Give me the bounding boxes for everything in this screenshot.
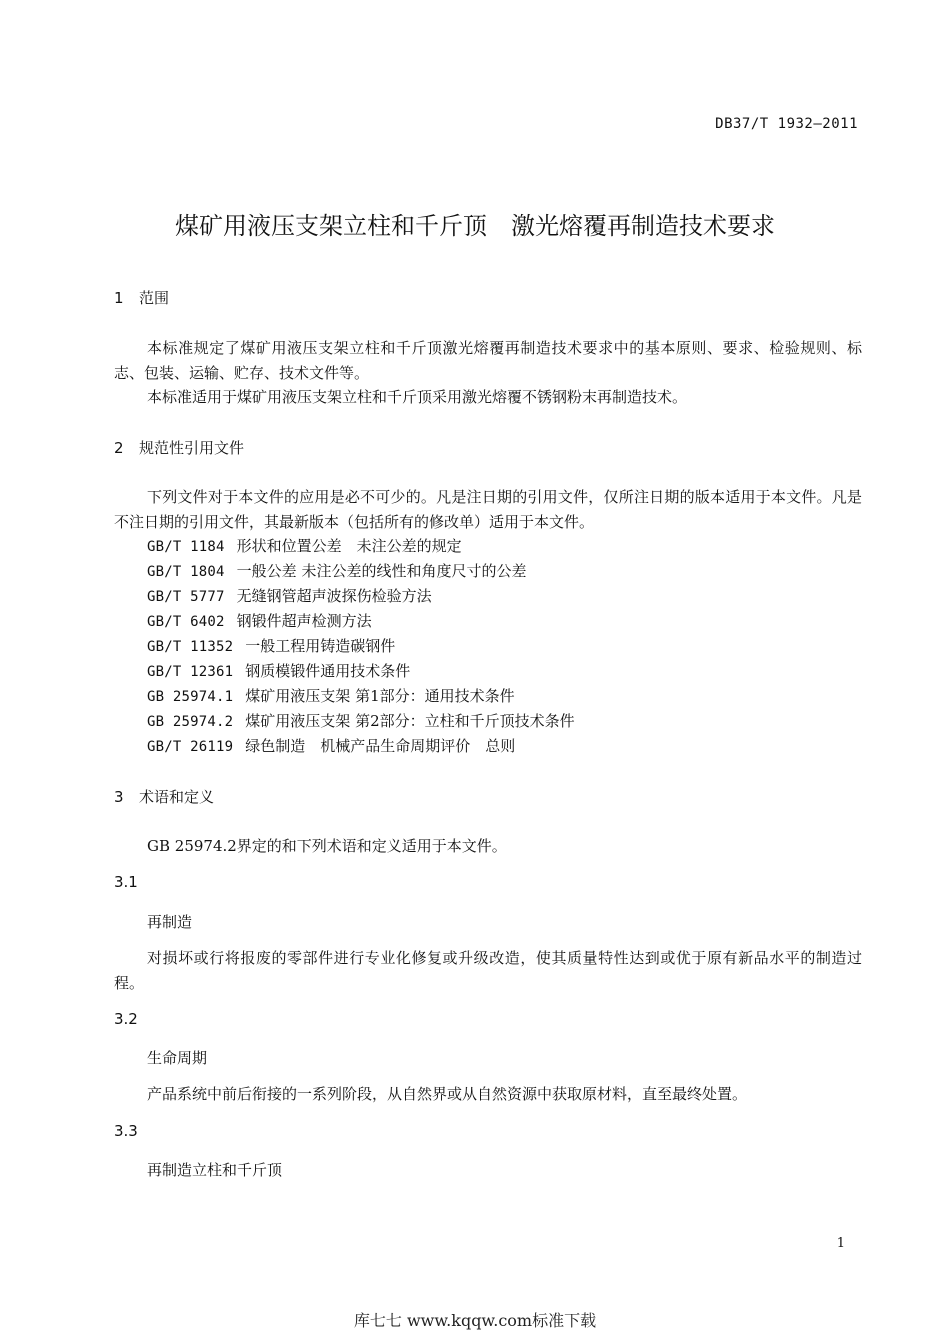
term-definition: 产品系统中前后衔接的一系列阶段，从自然界或从自然资源中获取原材料，直至最终处置。 [147, 1085, 748, 1103]
reference-code: GB 25974.1 [147, 689, 234, 705]
section-title: 范围 [139, 289, 170, 307]
section-heading-scope [114, 287, 169, 308]
reference-item [147, 634, 395, 660]
section-number: 2 [114, 439, 124, 457]
reference-code: GB/T 11352 [147, 639, 234, 655]
reference-code: GB/T 12361 [147, 664, 234, 680]
section-number: 1 [114, 289, 124, 307]
reference-title: 一般公差 未注公差的线性和角度尺寸的公差 [236, 562, 527, 580]
reference-code: GB/T 1184 [147, 539, 225, 555]
scope-paragraph-2: 本标准适用于煤矿用液压支架立柱和千斤顶采用激光熔覆不锈钢粉末再制造技术。 [147, 388, 688, 406]
clause-number: 3.1 [114, 873, 138, 891]
reference-code: GB 25974.2 [147, 714, 234, 730]
footer-watermark: 库七七 www.kqqw.com标准下载 [353, 1311, 597, 1330]
section-heading-normative-references [114, 437, 244, 458]
reference-code: GB/T 5777 [147, 589, 225, 605]
reference-title: 钢锻件超声检测方法 [236, 612, 372, 630]
section-heading-terms-definitions [114, 786, 214, 807]
section-title: 术语和定义 [139, 788, 215, 806]
reference-item [147, 709, 575, 735]
reference-title: 钢质模锻件通用技术条件 [245, 662, 411, 680]
term-definition: 对损坏或行将报废的零部件进行专业化修复或升级改造，使其质量特性达到或优于原有新品水平的制造过程。 [114, 949, 862, 992]
scope-paragraph-1: 本标准规定了煤矿用液压支架立柱和千斤顶激光熔覆再制造技术要求中的基本原则、要求、检验规则、标志、包装、运输、贮存、技术文件等。 [114, 339, 862, 382]
reference-title: 煤矿用液压支架 第1部分：通用技术条件 [245, 687, 515, 705]
reference-title: 绿色制造 机械产品生命周期评价 总则 [245, 737, 516, 755]
reference-item [147, 734, 515, 760]
reference-title: 一般工程用铸造碳钢件 [245, 637, 396, 655]
document-number: DB37/T 1932—2011 [715, 116, 858, 132]
term-name: 生命周期 [147, 1049, 208, 1067]
reference-title: 无缝钢管超声波探伤检验方法 [236, 587, 432, 605]
page-number: 1 [836, 1236, 845, 1251]
clause-number: 3.3 [114, 1122, 138, 1140]
reference-item [147, 584, 432, 610]
references-intro-paragraph: 下列文件对于本文件的应用是必不可少的。凡是注日期的引用文件，仅所注日期的版本适用于本文件。凡是不注日期的引用文件，其最新版本（包括所有的修改单）适用于本文件。 [114, 488, 862, 531]
section-number: 3 [114, 788, 124, 806]
document-title: 煤矿用液压支架立柱和千斤顶 激光熔覆再制造技术要求 [175, 212, 775, 240]
reference-code: GB/T 1804 [147, 564, 225, 580]
term-name: 再制造立柱和千斤顶 [147, 1161, 283, 1179]
reference-item [147, 534, 462, 560]
reference-item [147, 609, 372, 635]
term-name: 再制造 [147, 913, 193, 931]
reference-item [147, 659, 410, 685]
reference-title: 形状和位置公差 未注公差的规定 [236, 537, 462, 555]
terms-intro-paragraph: GB 25974.2界定的和下列术语和定义适用于本文件。 [147, 837, 507, 855]
reference-item [147, 559, 526, 585]
reference-code: GB/T 26119 [147, 739, 234, 755]
reference-item [147, 684, 515, 710]
reference-title: 煤矿用液压支架 第2部分：立柱和千斤顶技术条件 [245, 712, 575, 730]
clause-number: 3.2 [114, 1010, 138, 1028]
section-title: 规范性引用文件 [139, 439, 245, 457]
reference-code: GB/T 6402 [147, 614, 225, 630]
